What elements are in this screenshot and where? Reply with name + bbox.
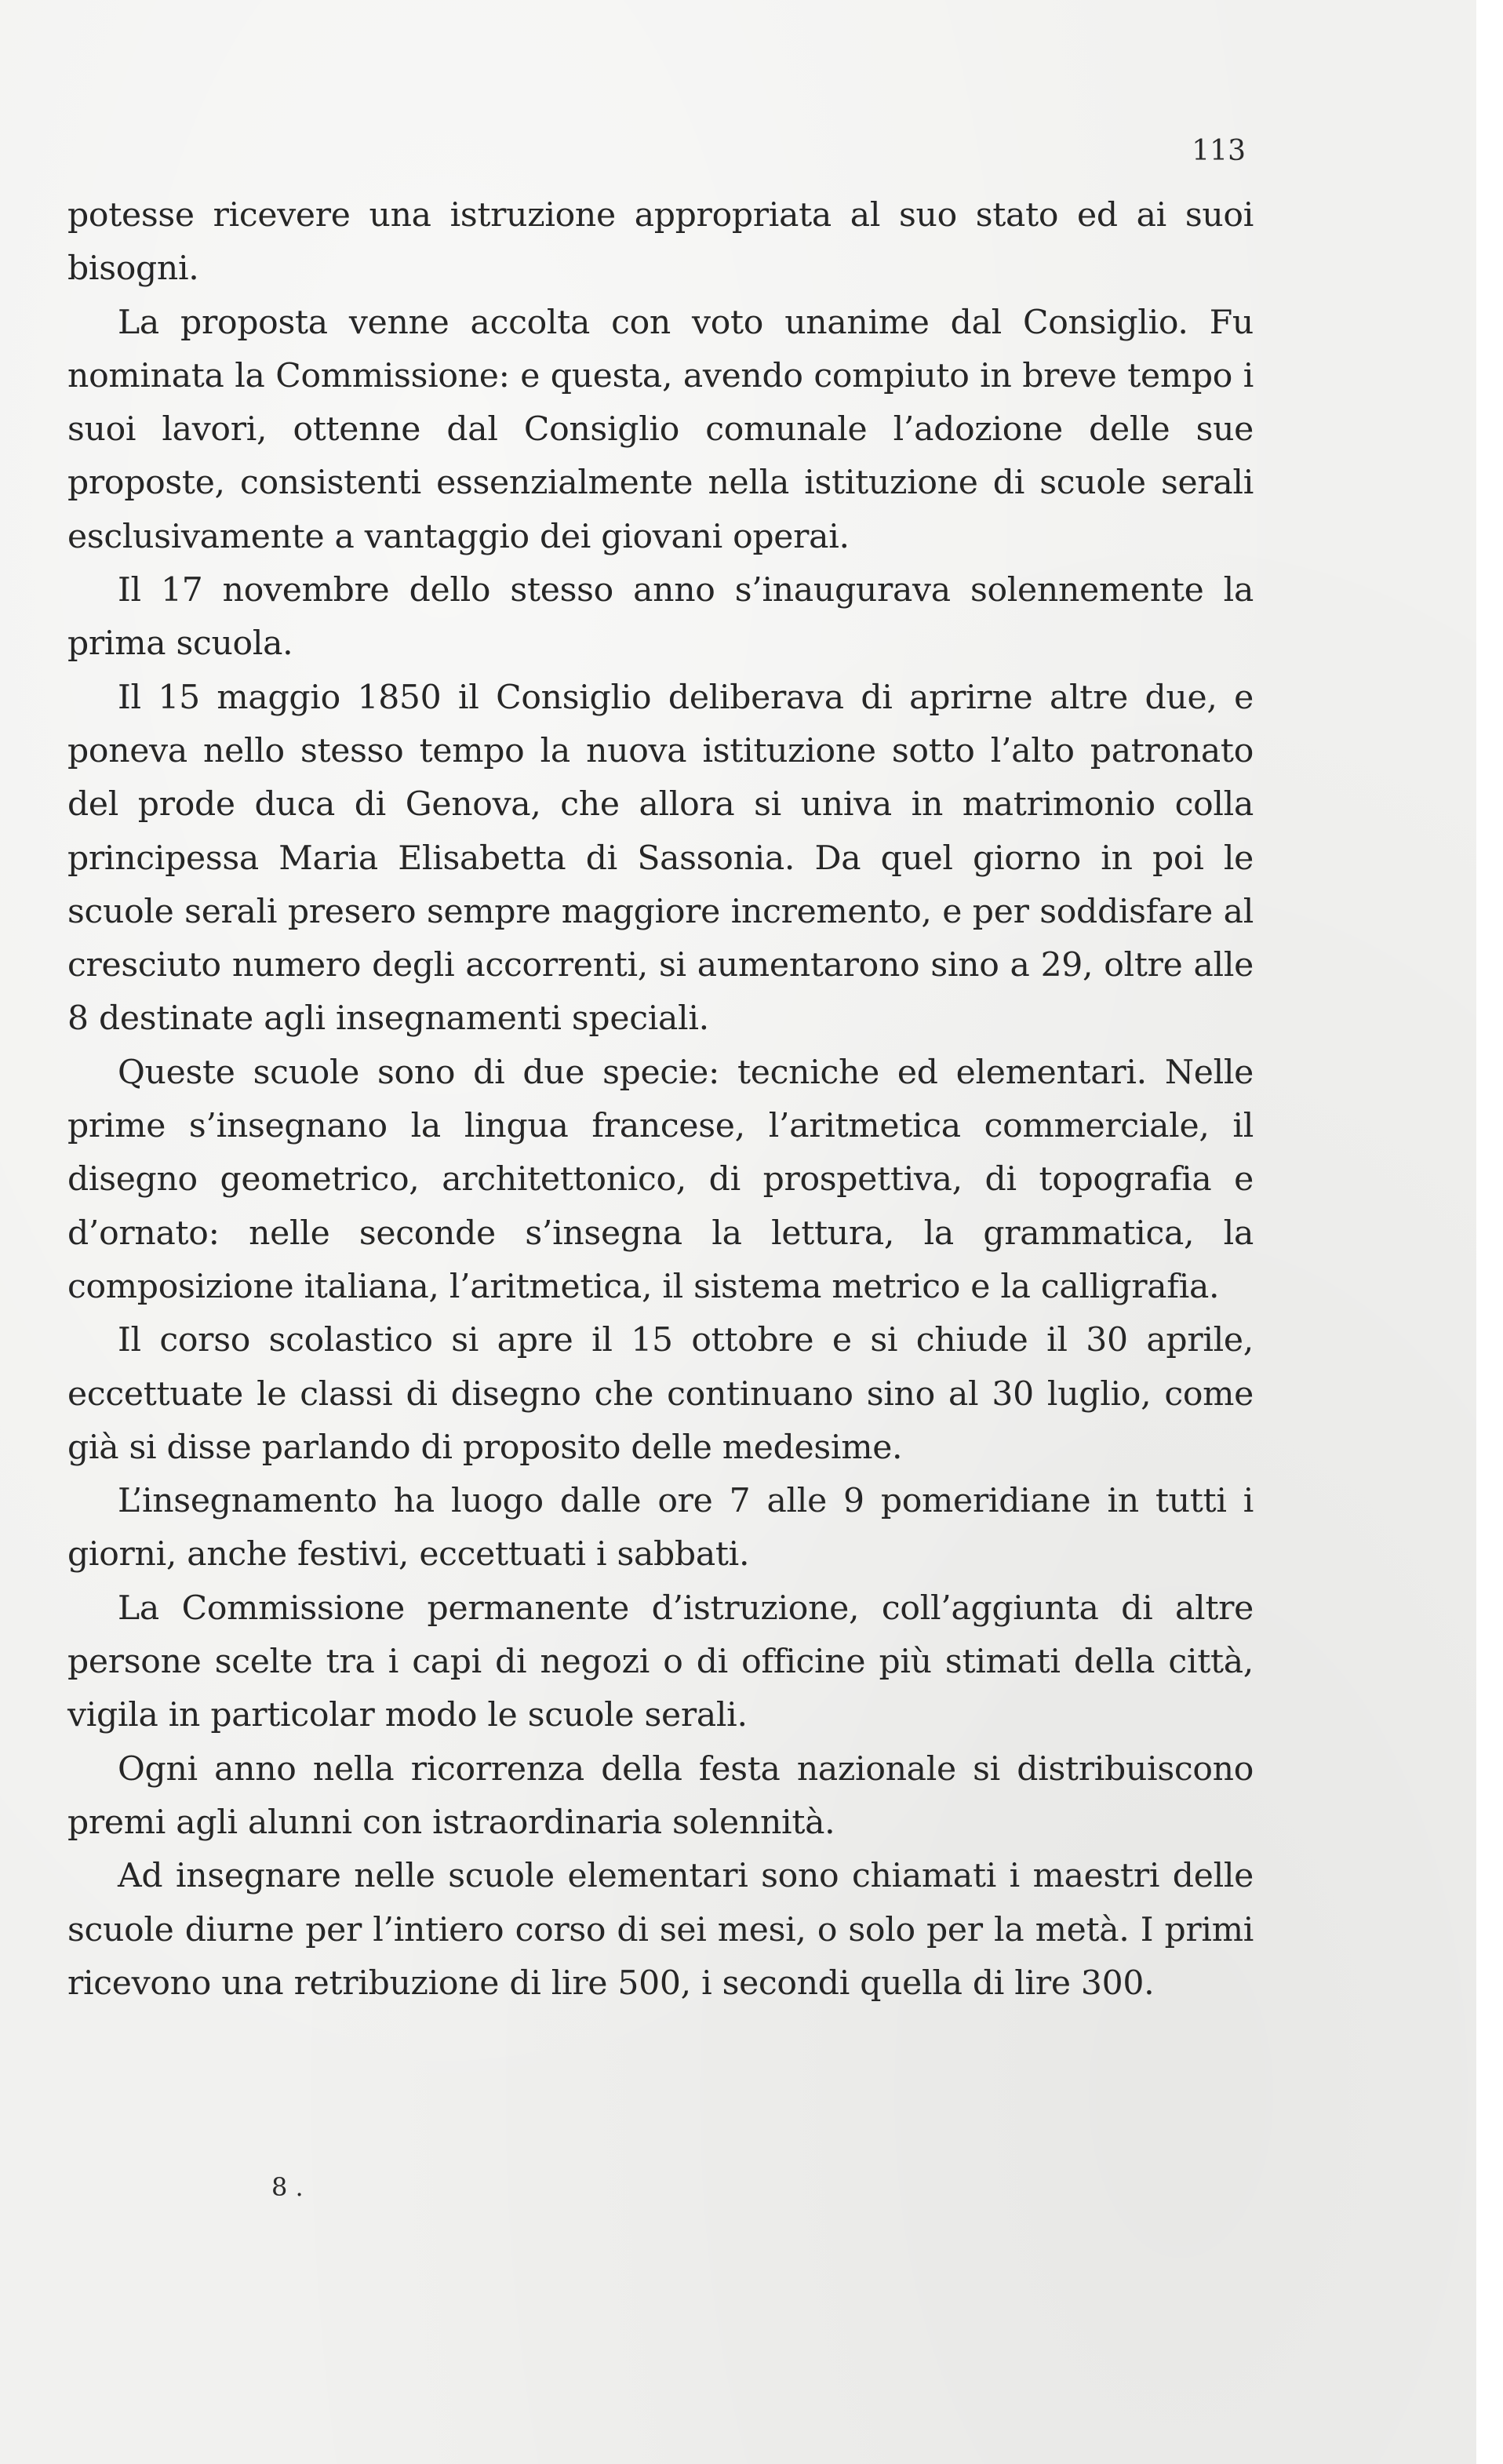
signature-mark: 8 . bbox=[271, 2172, 304, 2202]
body-text bbox=[67, 189, 1254, 2011]
paragraph: Il 17 novembre dello stesso anno s’inaugurava solennemente la prima scuola. bbox=[67, 571, 1254, 664]
paragraph: Il 15 maggio 1850 il Consiglio deliberava di aprirne altre due, e poneva nello stesso tempo la nuova istituzione sotto l’alto patronato del prode duca di Genova, che allora si univa in matrimonio colla principessa Maria Elisabetta di Sassonia. Da quel giorno in poi le scuole serali presero sempre maggiore incremento, e per soddisfare al cresciuto numero degli accorrenti, si aumentarono sino a 29, oltre alle 8 destinate agli insegnamenti speciali. bbox=[67, 678, 1254, 1039]
paragraph: La Commissione permanente d’istruzione, coll’aggiunta di altre persone scelte tra i capi di negozi o di officine più stimati della città, vigila in particolar modo le scuole serali. bbox=[67, 1589, 1254, 1735]
paragraph: L’insegnamento ha luogo dalle ore 7 alle 9 pomeridiane in tutti i giorni, anche festivi, eccettuati i sabbati. bbox=[67, 1482, 1254, 1574]
paragraph: Queste scuole sono di due specie: tecniche ed elementari. Nelle prime s’insegnano la lingua francese, l’aritmetica commerciale, il disegno geometrico, architettonico, di prospettiva, di topografia e d’ornato: nelle seconde s’insegna la lettura, la grammatica, la composizione italiana, l’aritmetica, il sistema metrico e la calligrafia. bbox=[67, 1053, 1254, 1306]
page-number: 113 bbox=[1192, 135, 1246, 167]
paragraph: La proposta venne accolta con voto unanime dal Consiglio. Fu nominata la Commissione: e questa, avendo compiuto in breve tempo i suoi lavori, ottenne dal Consiglio comunale l’adozione delle sue proposte, consistenti essenzialmente nella istituzione di scuole serali esclusivamente a vantaggio dei giovani operai. bbox=[67, 303, 1254, 556]
paragraph: Il corso scolastico si apre il 15 ottobre e si chiude il 30 aprile, eccettuate le classi di disegno che continuano sino al 30 luglio, come già si disse parlando di proposito delle medesime. bbox=[67, 1321, 1254, 1467]
paragraph-continued: potesse ricevere una istruzione appropriata al suo stato ed ai suoi bisogni. bbox=[67, 196, 1254, 289]
paragraph: Ogni anno nella ricorrenza della festa nazionale si distribuiscono premi agli alunni con istraordinaria solennità. bbox=[67, 1749, 1254, 1842]
paragraph: Ad insegnare nelle scuole elementari sono chiamati i maestri delle scuole diurne per l’intiero corso di sei mesi, o solo per la metà. I primi ricevono una retribuzione di lire 500, i secondi quella di lire 300. bbox=[67, 1857, 1254, 2003]
